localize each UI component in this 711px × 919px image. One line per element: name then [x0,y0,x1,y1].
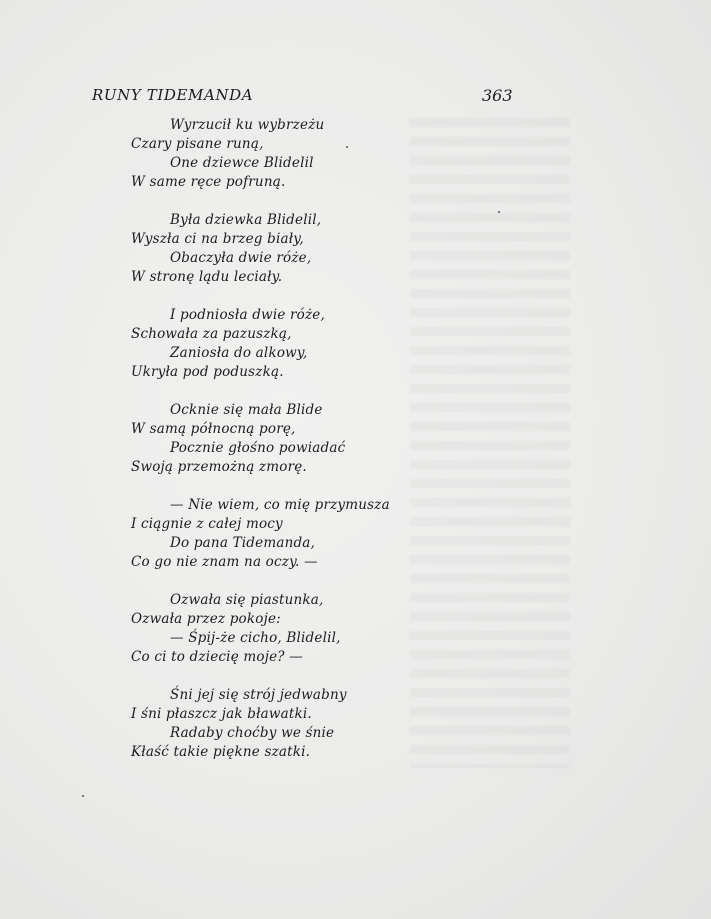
poem-line: Ozwała przez pokoje: [131,611,281,627]
stanza [0,496,711,591]
poem-line: Śni jej się strój jedwabny [170,687,347,703]
poem-line: Co go nie znam na oczy. — [131,554,318,570]
poem-line: Swoją przemożną zmorę. [131,459,307,475]
page-number: 363 [482,86,513,105]
poem-line: Ozwała się piastunka, [170,592,324,608]
poem-line: Była dziewka Blidelil, [170,212,322,228]
poem-line: Wyrzucił ku wybrzeżu [170,117,325,133]
poem-line: W same ręce pofruną. [131,174,286,190]
poem-line: I ciągnie z całej mocy [131,516,283,532]
stanza [0,211,711,306]
paper-speck [82,795,84,797]
stanza [0,686,711,781]
stanza [0,591,711,686]
poem-line: W stronę lądu leciały. [131,269,283,285]
poem-line: Kłaść takie piękne szatki. [131,744,311,760]
running-title: RUNY TIDEMANDA [92,86,254,104]
poem-line: — Nie wiem, co mię przymusza [170,497,390,513]
poem-line: Co ci to dziecię moje? — [131,649,303,665]
stanza [0,306,711,401]
stanza [0,401,711,496]
poem-line: Ocknie się mała Blide [170,402,323,418]
poem-line: Radaby choćby we śnie [170,725,335,741]
poem-line: Czary pisane runą, [131,136,264,152]
poem-line: Zaniosła do alkowy, [170,345,308,361]
poem-line: W samą północną porę, [131,421,296,437]
poem-line: Pocznie głośno powiadać [170,440,346,456]
poem-line: One dziewce Blidelil [170,155,314,171]
poem [0,116,711,781]
poem-line: Wyszła ci na brzeg biały, [131,231,304,247]
poem-line: Schowała za pazuszką, [131,326,292,342]
poem-line: Ukryła pod poduszką. [131,364,284,380]
poem-line: Obaczyła dwie róże, [170,250,312,266]
stanza [0,116,711,211]
poem-line: Do pana Tidemanda, [170,535,316,551]
paper-speck [346,146,348,148]
poem-line: I śni płaszcz jak bławatki. [131,706,312,722]
poem-line: — Śpij-że cicho, Blidelil, [170,630,341,646]
paper-speck [498,211,500,213]
poem-line: I podniosła dwie róże, [170,307,325,323]
